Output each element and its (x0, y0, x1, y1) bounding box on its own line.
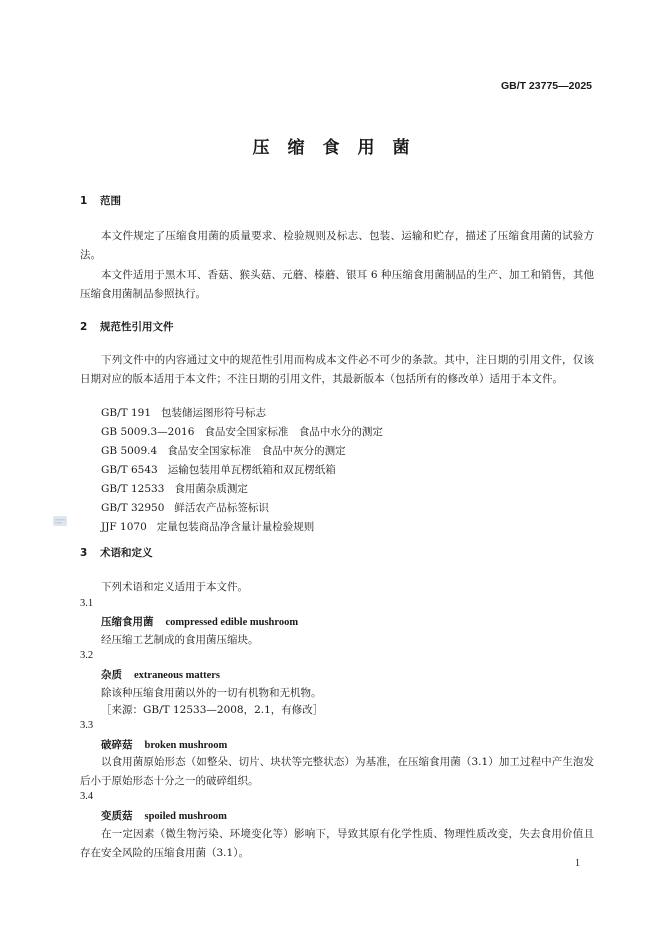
section-title: 术语和定义 (100, 547, 153, 559)
section-2-heading (80, 319, 174, 334)
section-3-heading (80, 545, 153, 560)
term-en: compressed edible mushroom (165, 617, 299, 628)
reference-title: 包装储运图形符号标志 (161, 407, 267, 419)
term-zh: 压缩食用菌 (101, 616, 154, 628)
reference-item (101, 462, 336, 477)
term-heading (101, 737, 227, 752)
term-definition: 除该种压缩食用菌以外的一切有机物和无机物。 (101, 687, 322, 699)
section-title: 范围 (100, 195, 121, 207)
reference-title: 食品安全国家标准 食品中灰分的测定 (167, 445, 346, 457)
document-title: 压缩食用菌 (252, 138, 428, 158)
term-number: 3.3 (80, 720, 94, 731)
term-zh: 变质菇 (101, 810, 133, 822)
watermark-icon (52, 513, 68, 529)
reference-title: 食用菌杂质测定 (174, 483, 248, 495)
term-source: ［来源：GB/T 12533—2008，2.1，有修改］ (101, 704, 324, 716)
reference-item (101, 481, 248, 496)
term-heading (101, 667, 220, 682)
term-heading (101, 614, 298, 629)
reference-title: 运输包装用单瓦楞纸箱和双瓦楞纸箱 (167, 464, 336, 476)
reference-code: GB 5009.4 (101, 445, 158, 457)
reference-title: 食品安全国家标准 食品中水分的测定 (204, 426, 383, 438)
page-number: 1 (575, 858, 580, 869)
term-en: broken mushroom (144, 740, 228, 751)
reference-code: GB/T 191 (101, 407, 152, 419)
section-title: 规范性引用文件 (100, 321, 174, 333)
term-definition: 以食用菌原始形态（如整朵、切片、块状等完整状态）为基准，在压缩食用菌（3.1）加工过程中产生泡发后小于原始形态十分之一的破碎组织。 (80, 756, 594, 787)
section-number: 1 (80, 195, 88, 207)
section-1-heading (80, 193, 121, 208)
paragraph: 本文件规定了压缩食用菌的质量要求、检验规则及标志、包装、运输和贮存，描述了压缩食用菌的试验方法。 (80, 230, 594, 261)
term-heading (101, 808, 227, 823)
section-number: 3 (80, 547, 88, 559)
reference-item (101, 405, 266, 420)
reference-code: GB/T 32950 (101, 502, 165, 514)
term-zh: 破碎菇 (101, 739, 133, 751)
reference-code: GB/T 6543 (101, 464, 158, 476)
reference-title: 鲜活农产品标签标识 (174, 502, 269, 514)
term-en: extraneous matters (134, 670, 221, 681)
term-definition: 经压缩工艺制成的食用菌压缩块。 (101, 634, 259, 646)
paragraph: 下列术语和定义适用于本文件。 (101, 581, 248, 593)
paragraph: 下列文件中的内容通过文中的规范性引用而构成本文件必不可少的条款。其中，注日期的引用文件，仅该日期对应的版本适用于本文件；不注日期的引用文件，其最新版本（包括所有的修改单）适用于本文件。 (80, 354, 594, 385)
term-definition: 在一定因素（微生物污染、环境变化等）影响下，导致其原有化学性质、物理性质改变，失去食用价值且存在安全风险的压缩食用菌（3.1）。 (80, 828, 594, 859)
paragraph: 本文件适用于黑木耳、香菇、猴头菇、元蘑、榛蘑、银耳 6 种压缩食用菌制品的生产、加工和销售，其他压缩食用菌制品参照执行。 (80, 269, 594, 300)
reference-code: JJF 1070 (101, 521, 147, 533)
term-en: spoiled mushroom (144, 811, 227, 822)
reference-code: GB/T 12533 (101, 483, 165, 495)
reference-item (101, 500, 269, 515)
reference-code: GB 5009.3—2016 (101, 426, 195, 438)
term-number: 3.4 (80, 791, 94, 802)
section-number: 2 (80, 321, 88, 333)
term-number: 3.2 (80, 650, 94, 661)
reference-item (101, 519, 314, 534)
term-number: 3.1 (80, 598, 94, 609)
reference-item (101, 443, 346, 458)
term-zh: 杂质 (101, 669, 122, 681)
reference-title: 定量包装商品净含量计量检验规则 (156, 521, 315, 533)
reference-item (101, 424, 383, 439)
standard-number: GB/T 23775—2025 (500, 80, 592, 92)
